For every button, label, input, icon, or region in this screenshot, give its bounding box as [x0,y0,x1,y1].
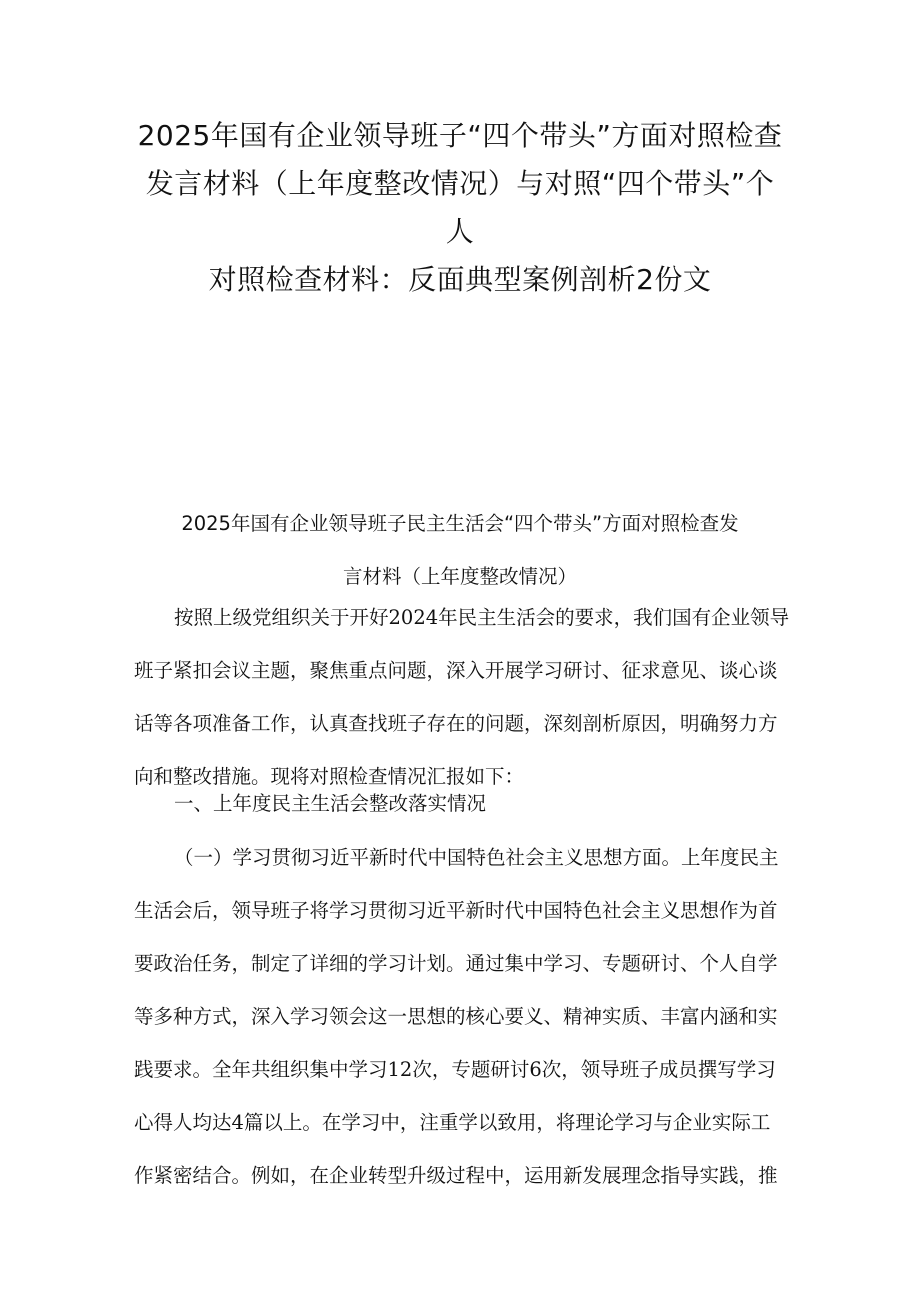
intro-line-3: 话等各项准备工作，认真查找班子存在的问题，深刻剖析原因，明确努力方 [134,712,778,735]
section-heading [134,777,788,830]
document-heading [120,497,800,603]
intro-line-2: 班子紧扣会议主题，聚焦重点问题，深入开展学习研讨、征求意见、谈心谈 [134,659,778,682]
cover-title-line-2: 发言材料（上年度整改情况）与对照“四个带头”个 [145,167,775,200]
study-line-1: （一）学习贯彻习近平新时代中国特色社会主义思想方面。上年度民主 [174,846,779,869]
intro-paragraph [134,591,788,803]
cover-title [110,112,810,304]
document-heading-line-1: 2025年国有企业领导班子民主生活会“四个带头”方面对照检查发 [181,512,739,535]
study-line-5: 践要求。全年共组织集中学习12次，专题研讨6次，领导班子成员撰写学习 [134,1058,776,1081]
intro-line-4: 向和整改措施。现将对照检查情况汇报如下： [134,765,525,788]
study-paragraph [134,831,788,1202]
cover-title-line-3: 人 [445,215,475,248]
study-line-3: 要政治任务，制定了详细的学习计划。通过集中学习、专题研讨、个人自学 [134,952,778,975]
cover-title-line-4: 对照检查材料：反面典型案例剖析2份文 [208,263,712,296]
section-heading-text: 一、上年度民主生活会整改落实情况 [174,792,487,815]
document-heading-line-2: 言材料（上年度整改情况） [342,565,577,588]
cover-title-line-1: 2025年国有企业领导班子“四个带头”方面对照检查 [137,119,783,152]
study-line-7: 作紧密结合。例如，在企业转型升级过程中，运用新发展理念指导实践，推 [134,1164,778,1187]
study-line-2: 生活会后，领导班子将学习贯彻习近平新时代中国特色社会主义思想作为首 [134,899,778,922]
study-line-6: 心得人均达4篇以上。在学习中，注重学以致用，将理论学习与企业实际工 [134,1111,771,1134]
study-line-4: 等多种方式，深入学习领会这一思想的核心要义、精神实质、丰富内涵和实 [134,1005,778,1028]
intro-line-1: 按照上级党组织关于开好2024年民主生活会的要求，我们国有企业领导 [174,606,790,629]
